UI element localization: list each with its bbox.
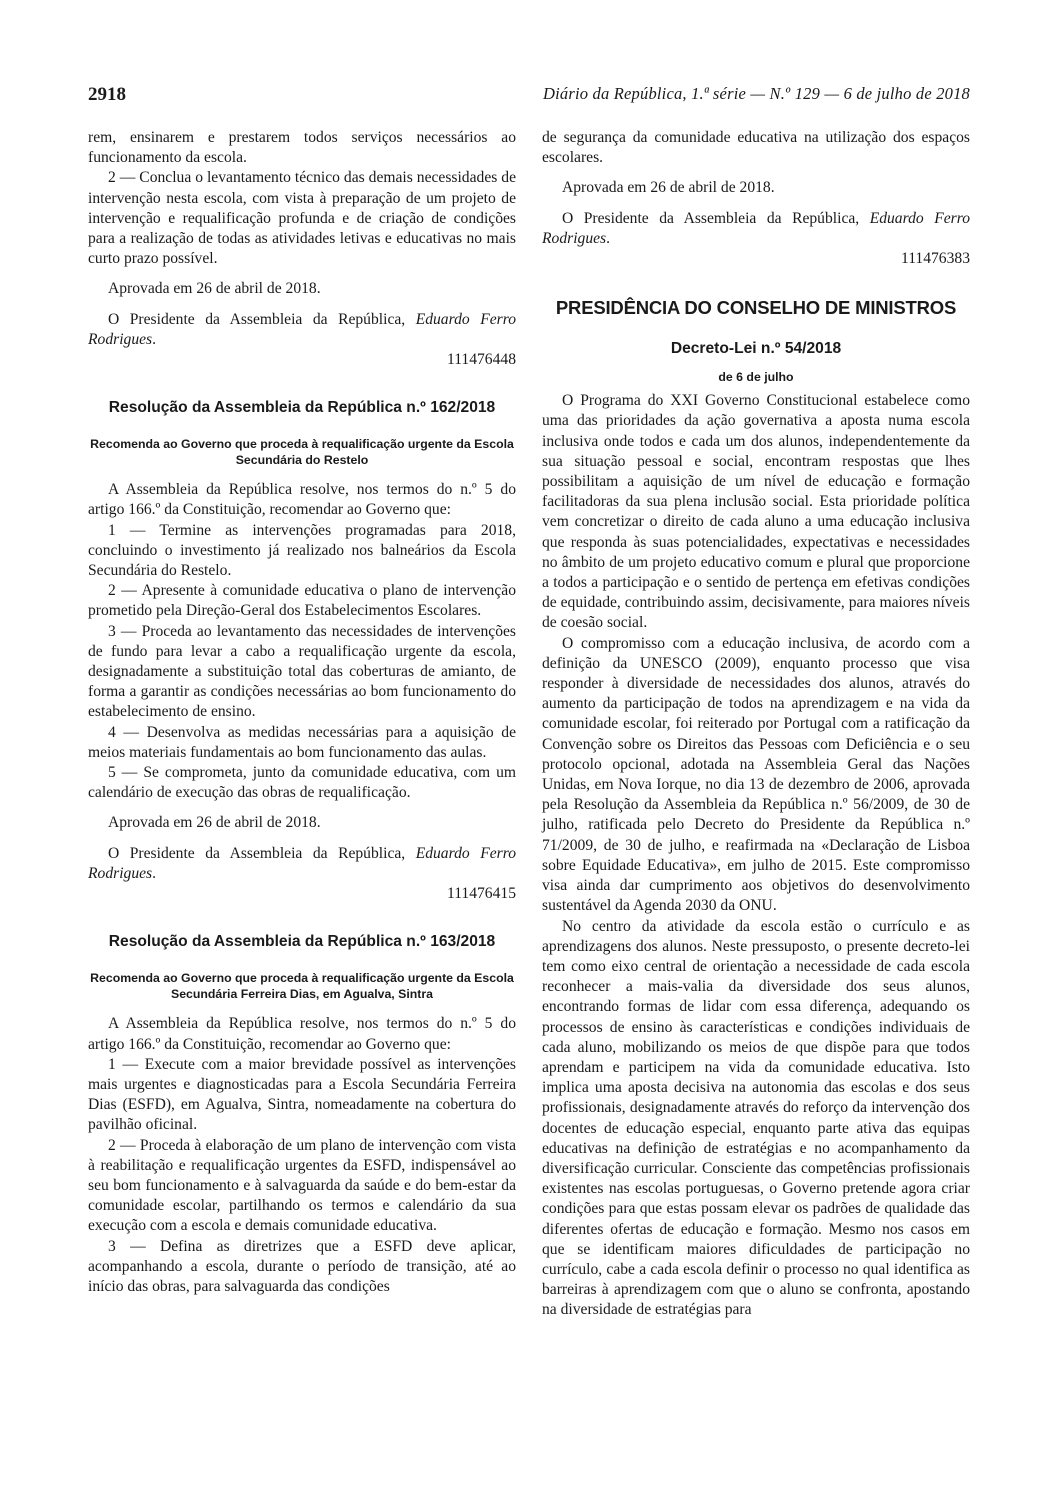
page-number: 2918 xyxy=(88,84,126,105)
signatory-name: Eduardo Ferro Rodrigues xyxy=(542,209,970,247)
resolution-item: 1 — Termine as intervenções programadas para 2018, concluindo o investimento já realizado nos balneários da Escola Secundária do Restelo. xyxy=(88,521,516,580)
signatory-name: Eduardo Ferro Rodrigues xyxy=(88,844,516,882)
signature xyxy=(88,310,516,350)
resolution-item: 2 — Proceda à elaboração de um plano de intervenção com vista à reabilitação e requalificação urgentes da ESFD, indispensável ao seu bom funcionamento e à salvaguarda da saúde e do bem-estar da comunidade escolar, partilhando os termos e calendário da sua execução com a escola e demais comunidade educativa. xyxy=(88,1136,516,1235)
signature xyxy=(542,209,970,249)
resolution-item: 5 — Se comprometa, junto da comunidade educativa, com um calendário de execução das obras de requalificação. xyxy=(88,764,516,802)
signature-suffix: . xyxy=(152,864,157,882)
document-reference: 111476415 xyxy=(446,885,516,903)
resolution-item: 3 — Defina as diretrizes que a ESFD deve aplicar, acompanhando a escola, durante o período de transição, até ao início das obras, para salvaguarda das condições xyxy=(88,1237,516,1295)
decree-paragraph: No centro da atividade da escola estão o currículo e as aprendizagens dos alunos. Neste pressuposto, o presente decreto-lei tem como eixo central de orientação a necessidade de cada escola reconhecer a mais-valia da diversidade dos seus alunos, encontrando formas de lidar com essa diferença, adequando os processos de ensino às características e condições individuais de cada aluno, mobilizando os meios de que dispõe para que todos aprendam e participem na vida da comunidade educativa. Isto implica uma aposta decisiva na autonomia das escolas e dos seus profissionais, designadamente através do reforço da intervenção dos docentes de educação especial, enquanto parte ativa das equipas educativas na definição de estratégias e no acompanhamento da diversificação curricular. Consciente das competências profissionais existentes nas escolas portuguesas, o Governo pretende agora criar condições para que estas possam elevar os padrões de qualidade das diferentes ofertas de educação e formação. Mesmo nos casos em que se identificam maiores dificuldades de participação no currículo, cabe a cada escola definir o processo no qual identifica as barreiras à aprendizagem com que o aluno se confronta, apostando na diversidade de estratégias para xyxy=(542,917,970,1319)
resolution-intro: A Assembleia da República resolve, nos termos do n.º 5 do artigo 166.º da Constituição, recomendar ao Governo que: xyxy=(88,481,516,519)
decree-date: de 6 de julho xyxy=(718,370,794,385)
ministry-heading: PRESIDÊNCIA DO CONSELHO DE MINISTROS xyxy=(555,297,957,319)
signature-suffix: . xyxy=(152,330,157,348)
signature-prefix: O Presidente da Assembleia da República, xyxy=(562,209,870,227)
resolution-item: 2 — Apresente à comunidade educativa o plano de intervenção prometido pela Direção-Geral dos Estabelecimentos Escolares. xyxy=(88,582,516,620)
approval-date: Aprovada em 26 de abril de 2018. xyxy=(562,179,775,197)
decree-paragraph: O compromisso com a educação inclusiva, de acordo com a definição da UNESCO (2009), enquanto processo que visa responder à diversidade de necessidades dos alunos, através do aumento da participação de todos na aprendizagem e na vida da comunidade escolar, foi reiterado por Portugal com a ratificação da Convenção sobre os Direitos das Pessoas com Deficiência e o seu protocolo opcional, adotada na Assembleia Geral das Nações Unidas, em Nova Iorque, no dia 13 de dezembro de 2006, aprovada pela Resolução da Assembleia da República n.º 56/2009, de 30 de julho, ratificada pelo Decreto do Presidente da República n.º 71/2009, de 30 de julho, e reafirmada na «Declaração de Lisboa sobre Equidade Educativa», em julho de 2015. Este compromisso visa ainda dar cumprimento aos objetivos do desenvolvimento sustentável da Agenda 2030 da ONU. xyxy=(542,634,970,915)
document-reference: 111476383 xyxy=(900,250,970,268)
left-column xyxy=(88,128,516,1297)
paragraph: 2 — Conclua o levantamento técnico das demais necessidades de intervenção nesta escola, com vista à preparação de um projeto de intervenção e requalificação profunda e de criação de condições para a realização de todas as atividades letivas e educativas no mais curto prazo possível. xyxy=(88,169,516,268)
resolution-subtitle: Recomenda ao Governo que proceda à requalificação urgente da Escola Secundária Ferreira Dias, em Agualva, Sintra xyxy=(90,971,514,1002)
resolution-item: 3 — Proceda ao levantamento das necessidades de intervenções de fundo para levar a cabo a requalificação urgente da escola, designadamente a substituição total das coberturas de amianto, de forma a garantir as condições necessárias ao bom funcionamento do estabelecimento de ensino. xyxy=(88,622,516,721)
signature-suffix: . xyxy=(606,229,611,247)
signature xyxy=(88,844,516,884)
resolution-item: 1 — Execute com a maior brevidade possível as intervenções mais urgentes e diagnosticadas para a Escola Secundária Ferreira Dias (ESFD), em Agualva, Sintra, nomeadamente na cobertura do pavilhão oficinal. xyxy=(88,1055,516,1134)
resolution-intro: A Assembleia da República resolve, nos termos do n.º 5 do artigo 166.º da Constituição, recomendar ao Governo que: xyxy=(88,1015,516,1053)
resolution-subtitle: Recomenda ao Governo que proceda à requalificação urgente da Escola Secundária do Restelo xyxy=(90,437,514,468)
continuation-text: rem, ensinarem e prestarem todos serviços necessários ao funcionamento da escola. xyxy=(88,129,516,167)
continuation-text: de segurança da comunidade educativa na utilização dos espaços escolares. xyxy=(542,129,970,167)
signatory-name: Eduardo Ferro Rodrigues xyxy=(88,310,516,348)
approval-date: Aprovada em 26 de abril de 2018. xyxy=(108,280,321,298)
signature-prefix: O Presidente da Assembleia da República, xyxy=(108,310,416,328)
resolution-title: Resolução da Assembleia da República n.º 162/2018 xyxy=(108,399,496,417)
decree-title: Decreto-Lei n.º 54/2018 xyxy=(670,340,842,358)
page-header xyxy=(88,84,970,110)
decree-paragraph: O Programa do XXI Governo Constitucional estabelece como uma das prioridades da ação governativa a aposta numa escola inclusiva onde todos e cada um dos alunos, independentemente da sua situação pessoal e social, encontram respostas que lhes possibilitam a aquisição de um nível de educação e formação facilitadoras da sua plena inclusão social. Esta prioridade política vem concretizar o direito de cada aluno a uma educação inclusiva que responda às suas potencialidades, expectativas e necessidades no âmbito de um projeto educativo comum e plural que proporcione a todos a participação e o sentido de pertença em efetivas condições de equidade, contribuindo assim, decisivamente, para maiores níveis de coesão social. xyxy=(542,392,970,632)
document-reference: 111476448 xyxy=(446,351,516,369)
right-column xyxy=(542,128,970,1321)
signature-prefix: O Presidente da Assembleia da República, xyxy=(108,844,416,862)
resolution-item: 4 — Desenvolva as medidas necessárias para a aquisição de meios materiais fundamentais ao bom funcionamento das aulas. xyxy=(88,723,516,761)
approval-date: Aprovada em 26 de abril de 2018. xyxy=(108,814,321,832)
resolution-title: Resolução da Assembleia da República n.º 163/2018 xyxy=(108,933,496,951)
journal-title: Diário da República, 1.ª série — N.º 129 — 6 de julho de 2018 xyxy=(542,84,970,103)
